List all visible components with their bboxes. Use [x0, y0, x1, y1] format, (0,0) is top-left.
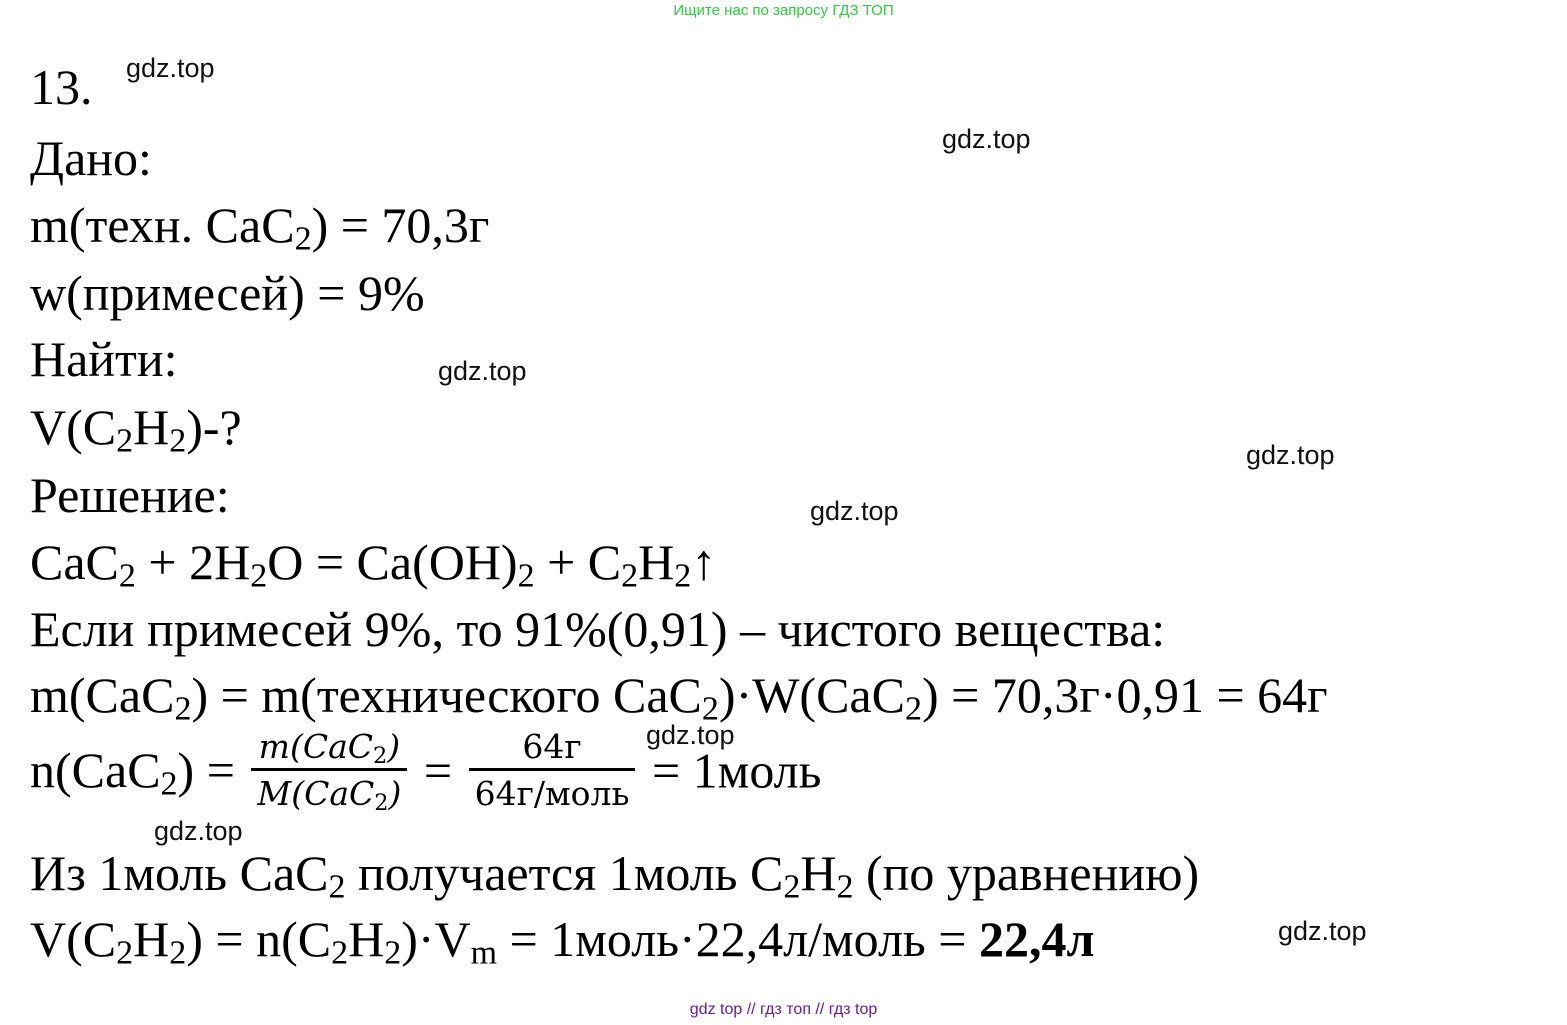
fraction-numerator: m(CaC$_2$): [251, 728, 407, 771]
fraction-denominator: 64г/моль: [474, 773, 630, 813]
reaction-equation: $CaC_2 + 2H_2O = Ca(OH)_2$ + $C_2H_2↑$: [30, 534, 717, 595]
find-volume: $V(C_2H_2)-$?: [30, 399, 242, 460]
find-label: Найти:: [30, 331, 178, 387]
purity-text: Если примесей 9%, то 91%(0,91) – чистого вещества:: [30, 601, 1166, 657]
given-label: Дано:: [30, 130, 152, 186]
watermark: gdz.top: [1246, 440, 1335, 470]
mass-calculation: m(CaC$_2$) = m(технического CaC$_2$)·W(CaC$_2$) = 70,3г·0,91 = 64г: [30, 667, 1328, 728]
molar-fraction: [251, 727, 407, 816]
footer: gdz top // гдз топ // гдз top: [689, 1001, 878, 1018]
watermark: gdz.top: [1278, 916, 1367, 946]
given-mass: m(техн. CaC$_2$) = 70,3г: [30, 197, 490, 258]
volume-calculation: $V(C_2H_2) = n(C_2H_2)\cdot V_m$ = 1моль·22,4л/моль = 22,4л: [30, 911, 1095, 972]
fraction-denominator: M(CaC$_2$): [257, 773, 402, 816]
watermark: gdz.top: [126, 53, 215, 83]
ratio-text: Из 1моль CaC$_2$ получается 1моль $C_2H_2$ (по уравнению): [30, 845, 1200, 906]
watermark: gdz.top: [942, 124, 1031, 154]
given-impurity: w(примесей) = 9%: [30, 265, 425, 321]
numeric-fraction: [469, 728, 636, 813]
final-answer: 22,4л: [978, 911, 1095, 967]
problem-number: 13.: [30, 59, 93, 115]
fraction-numerator: 64г: [469, 728, 636, 771]
solution-label: Решение:: [30, 467, 230, 523]
watermark: gdz.top: [438, 356, 527, 386]
watermark: gdz.top: [154, 816, 243, 846]
watermark: gdz.top: [646, 720, 735, 750]
watermark: gdz.top: [810, 496, 899, 526]
moles-calculation: n(CaC$_2$) = $\frac{m(CaC_2)}{M(CaC_2)}$ = $\frac{64г}{\text{64г/моль}}$ = 1моль: [30, 727, 822, 816]
top-banner: Ищите нас по запросу ГДЗ ТОП: [673, 2, 894, 19]
